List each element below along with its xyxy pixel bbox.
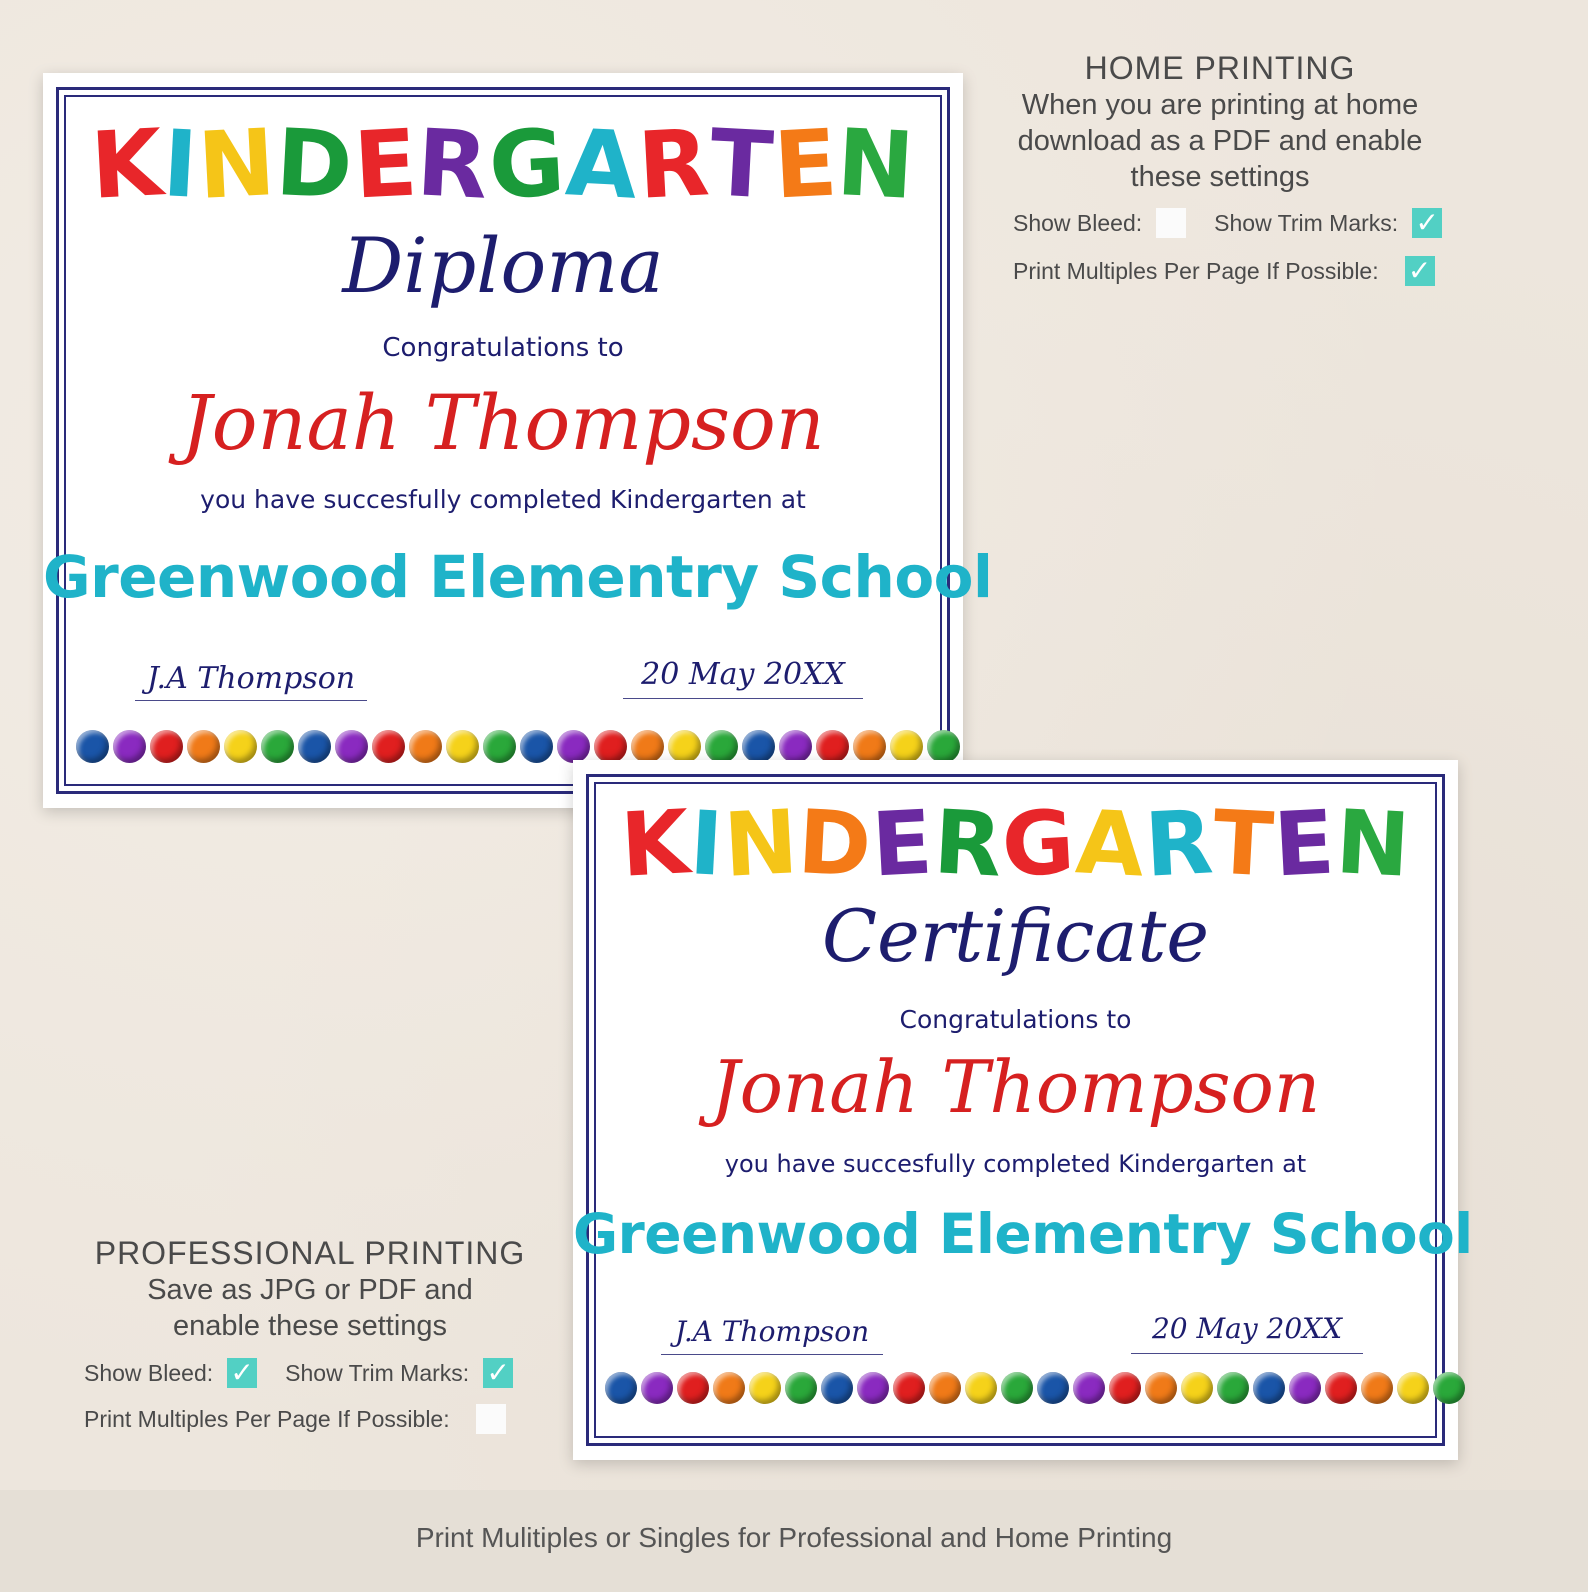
rainbow-ball — [779, 730, 812, 763]
rainbow-ball — [857, 1372, 889, 1404]
rainbow-ball — [1181, 1372, 1213, 1404]
kindergarten-letter: T — [707, 109, 777, 220]
rainbow-ball — [668, 730, 701, 763]
print-multiples-checkbox[interactable] — [476, 1404, 506, 1434]
rainbow-ball — [557, 730, 590, 763]
home-printing-line-3: these settings — [1130, 161, 1310, 193]
kindergarten-letter: R — [1142, 790, 1217, 897]
rainbow-ball — [187, 730, 220, 763]
rainbow-ball — [742, 730, 775, 763]
rainbow-ball — [1073, 1372, 1105, 1404]
rainbow-ball — [927, 730, 960, 763]
rainbow-ball — [372, 730, 405, 763]
diploma-certificate — [43, 73, 993, 808]
rainbow-ball — [1109, 1372, 1141, 1404]
rainbow-ball — [1361, 1372, 1393, 1404]
home-printing-line-2: download as a PDF and enable — [1017, 125, 1423, 157]
recipient-name: Jonah Thompson — [181, 378, 825, 467]
kindergarten-heading — [573, 792, 1458, 895]
rainbow-ball — [1433, 1372, 1465, 1404]
rainbow-ball — [713, 1372, 745, 1404]
kindergarten-letter: E — [1271, 790, 1339, 897]
certificate-subtitle: Certificate — [822, 894, 1209, 978]
kindergarten-letter: E — [350, 109, 421, 220]
kindergarten-letter: G — [486, 109, 569, 220]
rainbow-ball — [1325, 1372, 1357, 1404]
kindergarten-letter: K — [87, 109, 166, 220]
print-multiples-label: Print Multiples Per Page If Possible: — [84, 1405, 450, 1432]
show-trim-label: Show Trim Marks: — [1214, 209, 1399, 236]
rainbow-ball — [483, 730, 516, 763]
show-trim-checkbox[interactable]: ✓ — [483, 1358, 513, 1388]
home-printing-line-1: When you are printing at home — [1021, 89, 1419, 121]
print-multiples-checkbox[interactable]: ✓ — [1405, 256, 1435, 286]
rainbow-ball — [261, 730, 294, 763]
kindergarten-letter: D — [273, 109, 357, 220]
rainbow-ball — [677, 1372, 709, 1404]
pro-bleed-trim-row — [84, 1358, 513, 1388]
kindergarten-letter: D — [795, 790, 876, 897]
kindergarten-letter: I — [687, 791, 727, 896]
date-line: 20 May 20XX — [623, 657, 863, 699]
kindergarten-letter: A — [1072, 790, 1148, 897]
professional-printing-heading: PROFESSIONAL PRINTING — [94, 1235, 526, 1271]
rainbow-ball — [785, 1372, 817, 1404]
print-multiples-label: Print Multiples Per Page If Possible: — [1013, 257, 1379, 284]
rainbow-ball — [446, 730, 479, 763]
rainbow-ball — [749, 1372, 781, 1404]
kindergarten-letter: E — [770, 109, 841, 220]
signature: J.A Thompson — [661, 1315, 883, 1355]
footer-caption: Print Mulitiples or Singles for Professional and Home Printing — [415, 1522, 1173, 1553]
rainbow-ball — [816, 730, 849, 763]
rainbow-ball-border — [605, 1372, 1465, 1404]
pro-multiples-row — [84, 1404, 506, 1434]
rainbow-ball — [1217, 1372, 1249, 1404]
date-line: 20 May 20XX — [1131, 1312, 1363, 1354]
rainbow-ball — [1037, 1372, 1069, 1404]
rainbow-ball — [1001, 1372, 1033, 1404]
rainbow-ball-border — [76, 730, 960, 763]
certificate-subtitle: Diploma — [342, 221, 664, 310]
kindergarten-letter: N — [195, 109, 279, 220]
rainbow-ball — [821, 1372, 853, 1404]
kindergarten-letter: N — [721, 790, 802, 897]
rainbow-ball — [520, 730, 553, 763]
rainbow-ball — [641, 1372, 673, 1404]
rainbow-ball — [605, 1372, 637, 1404]
rainbow-ball — [705, 730, 738, 763]
rainbow-ball — [1145, 1372, 1177, 1404]
rainbow-ball — [594, 730, 627, 763]
kindergarten-letter: R — [414, 109, 492, 220]
rainbow-ball — [929, 1372, 961, 1404]
rainbow-ball — [113, 730, 146, 763]
show-bleed-label: Show Bleed: — [1013, 209, 1143, 236]
kindergarten-letter: N — [1332, 790, 1413, 897]
completion-text: you have succesfully completed Kindergarten at — [200, 485, 806, 514]
signature: J.A Thompson — [135, 661, 367, 701]
kindergarten-letter: I — [160, 110, 201, 219]
rainbow-ball — [298, 730, 331, 763]
rainbow-ball — [150, 730, 183, 763]
professional-printing-line-2: enable these settings — [172, 1310, 448, 1342]
rainbow-ball — [1289, 1372, 1321, 1404]
rainbow-ball — [890, 730, 923, 763]
rainbow-ball — [853, 730, 886, 763]
rainbow-ball — [1397, 1372, 1429, 1404]
show-trim-label: Show Trim Marks: — [285, 1359, 470, 1386]
kindergarten-letter: R — [930, 790, 1005, 897]
rainbow-ball — [76, 730, 109, 763]
rainbow-ball — [1253, 1372, 1285, 1404]
congratulations-text: Congratulations to — [382, 333, 624, 363]
kindergarten-letter: T — [1210, 790, 1278, 897]
kindergarten-certificate — [573, 760, 1473, 1460]
kindergarten-letter: E — [869, 790, 937, 897]
kindergarten-letter: K — [618, 790, 693, 897]
home-multiples-row — [1013, 256, 1435, 286]
home-bleed-trim-row — [1013, 208, 1442, 238]
kindergarten-heading — [43, 111, 963, 218]
show-bleed-checkbox[interactable] — [1156, 208, 1186, 238]
home-printing-heading: HOME PRINTING — [1084, 50, 1356, 86]
school-name: Greenwood Elementry School — [43, 543, 993, 611]
professional-printing-line-1: Save as JPG or PDF and — [147, 1274, 473, 1306]
school-name: Greenwood Elementry School — [573, 1202, 1473, 1266]
rainbow-ball — [409, 730, 442, 763]
rainbow-ball — [893, 1372, 925, 1404]
show-bleed-checkbox[interactable]: ✓ — [227, 1358, 257, 1388]
rainbow-ball — [631, 730, 664, 763]
congratulations-text: Congratulations to — [899, 1005, 1132, 1034]
kindergarten-letter: N — [834, 109, 919, 220]
rainbow-ball — [224, 730, 257, 763]
kindergarten-letter: A — [562, 109, 641, 220]
kindergarten-letter: G — [999, 790, 1079, 897]
home-printing-info — [985, 50, 1455, 195]
kindergarten-letter: R — [635, 109, 713, 220]
show-bleed-label: Show Bleed: — [84, 1359, 214, 1386]
completion-text: you have succesfully completed Kindergarten at — [724, 1150, 1307, 1178]
recipient-name: Jonah Thompson — [710, 1045, 1321, 1129]
show-trim-checkbox[interactable]: ✓ — [1412, 208, 1442, 238]
professional-printing-info — [75, 1235, 545, 1344]
rainbow-ball — [965, 1372, 997, 1404]
rainbow-ball — [335, 730, 368, 763]
